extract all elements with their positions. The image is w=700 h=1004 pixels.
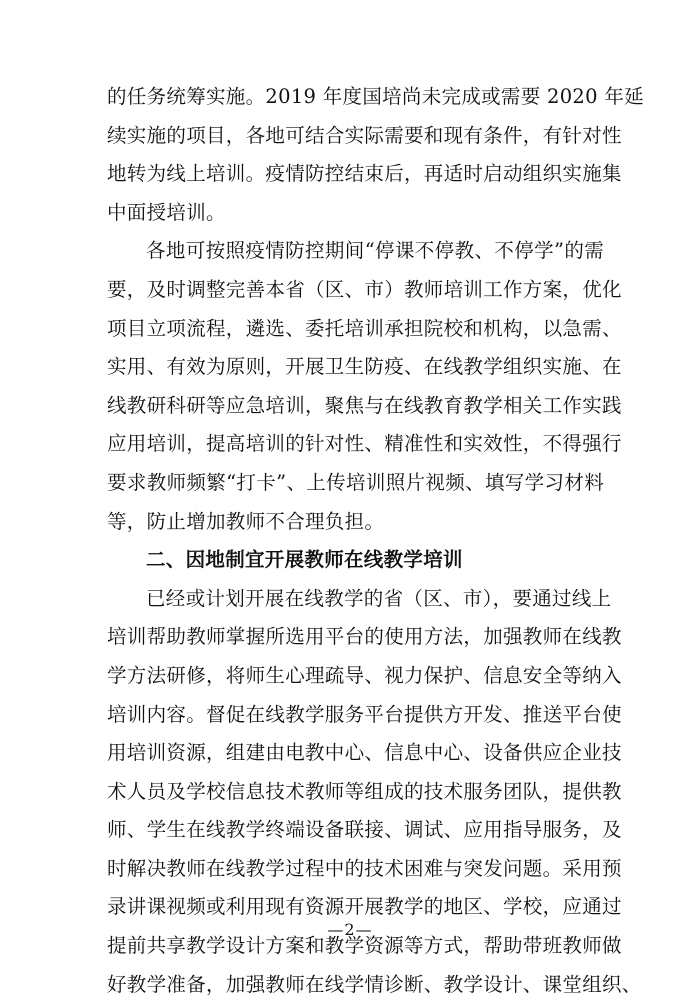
- paragraph-line: 续实施的项目，各地可结合实际需要和现有条件，有针对性: [107, 123, 622, 147]
- paragraph-line: 已经或计划开展在线教学的省（区、市），要通过线上: [146, 586, 612, 610]
- page-number: —2—: [327, 920, 373, 939]
- paragraph-line: 应用培训，提高培训的针对性、精准性和实效性，不得强行: [107, 432, 622, 456]
- paragraph-line: 项目立项流程，遴选、委托培训承担院校和机构，以急需、: [107, 316, 622, 340]
- paragraph-line: 各地可按照疫情防控期间“停课不停教、不停学”的需: [146, 239, 604, 263]
- paragraph-line: 要，及时调整完善本省（区、市）教师培训工作方案，优化: [107, 277, 622, 301]
- paragraph-line: 师、学生在线教学终端设备联接、调试、应用指导服务，及: [107, 818, 622, 842]
- paragraph-line: 培训帮助教师掌握所选用平台的使用方法，加强教师在线教: [107, 625, 622, 649]
- paragraph-line: 培训内容。督促在线教学服务平台提供方开发、推送平台使: [107, 702, 622, 726]
- section-heading: 二、因地制宜开展教师在线教学培训: [146, 548, 463, 572]
- paragraph-line: 要求教师频繁“打卡”、上传培训照片视频、填写学习材料: [107, 470, 604, 494]
- paragraph-line: 好教学准备，加强教师在线学情诊断、教学设计、课堂组织、: [107, 972, 642, 996]
- paragraph-line: 等，防止增加教师不合理负担。: [107, 509, 385, 533]
- document-body: [107, 78, 644, 1004]
- paragraph-line: 学方法研修，将师生心理疏导、视力保护、信息安全等纳入: [107, 663, 622, 687]
- paragraph-line: 地转为线上培训。疫情防控结束后，再适时启动组织实施集: [107, 162, 622, 186]
- paragraph-line: 线教研科研等应急培训，聚焦与在线教育教学相关工作实践: [107, 393, 622, 417]
- paragraph-line: 时解决教师在线教学过程中的技术困难与突发问题。采用预: [107, 856, 622, 880]
- paragraph-line: 术人员及学校信息技术教师等组成的技术服务团队，提供教: [107, 779, 622, 803]
- paragraph-line: 中面授培训。: [107, 200, 226, 224]
- paragraph-line: 录讲课视频或利用现有资源开展教学的地区、学校，应通过: [107, 895, 622, 919]
- paragraph-line: 的任务统筹实施。2019 年度国培尚未完成或需要 2020 年延: [107, 85, 644, 108]
- paragraph-line: 提前共享教学设计方案和教学资源等方式，帮助带班教师做: [107, 934, 622, 958]
- paragraph-line: 实用、有效为原则，开展卫生防疫、在线教学组织实施、在: [107, 355, 622, 379]
- paragraph-line: 用培训资源，组建由电教中心、信息中心、设备供应企业技: [107, 741, 622, 765]
